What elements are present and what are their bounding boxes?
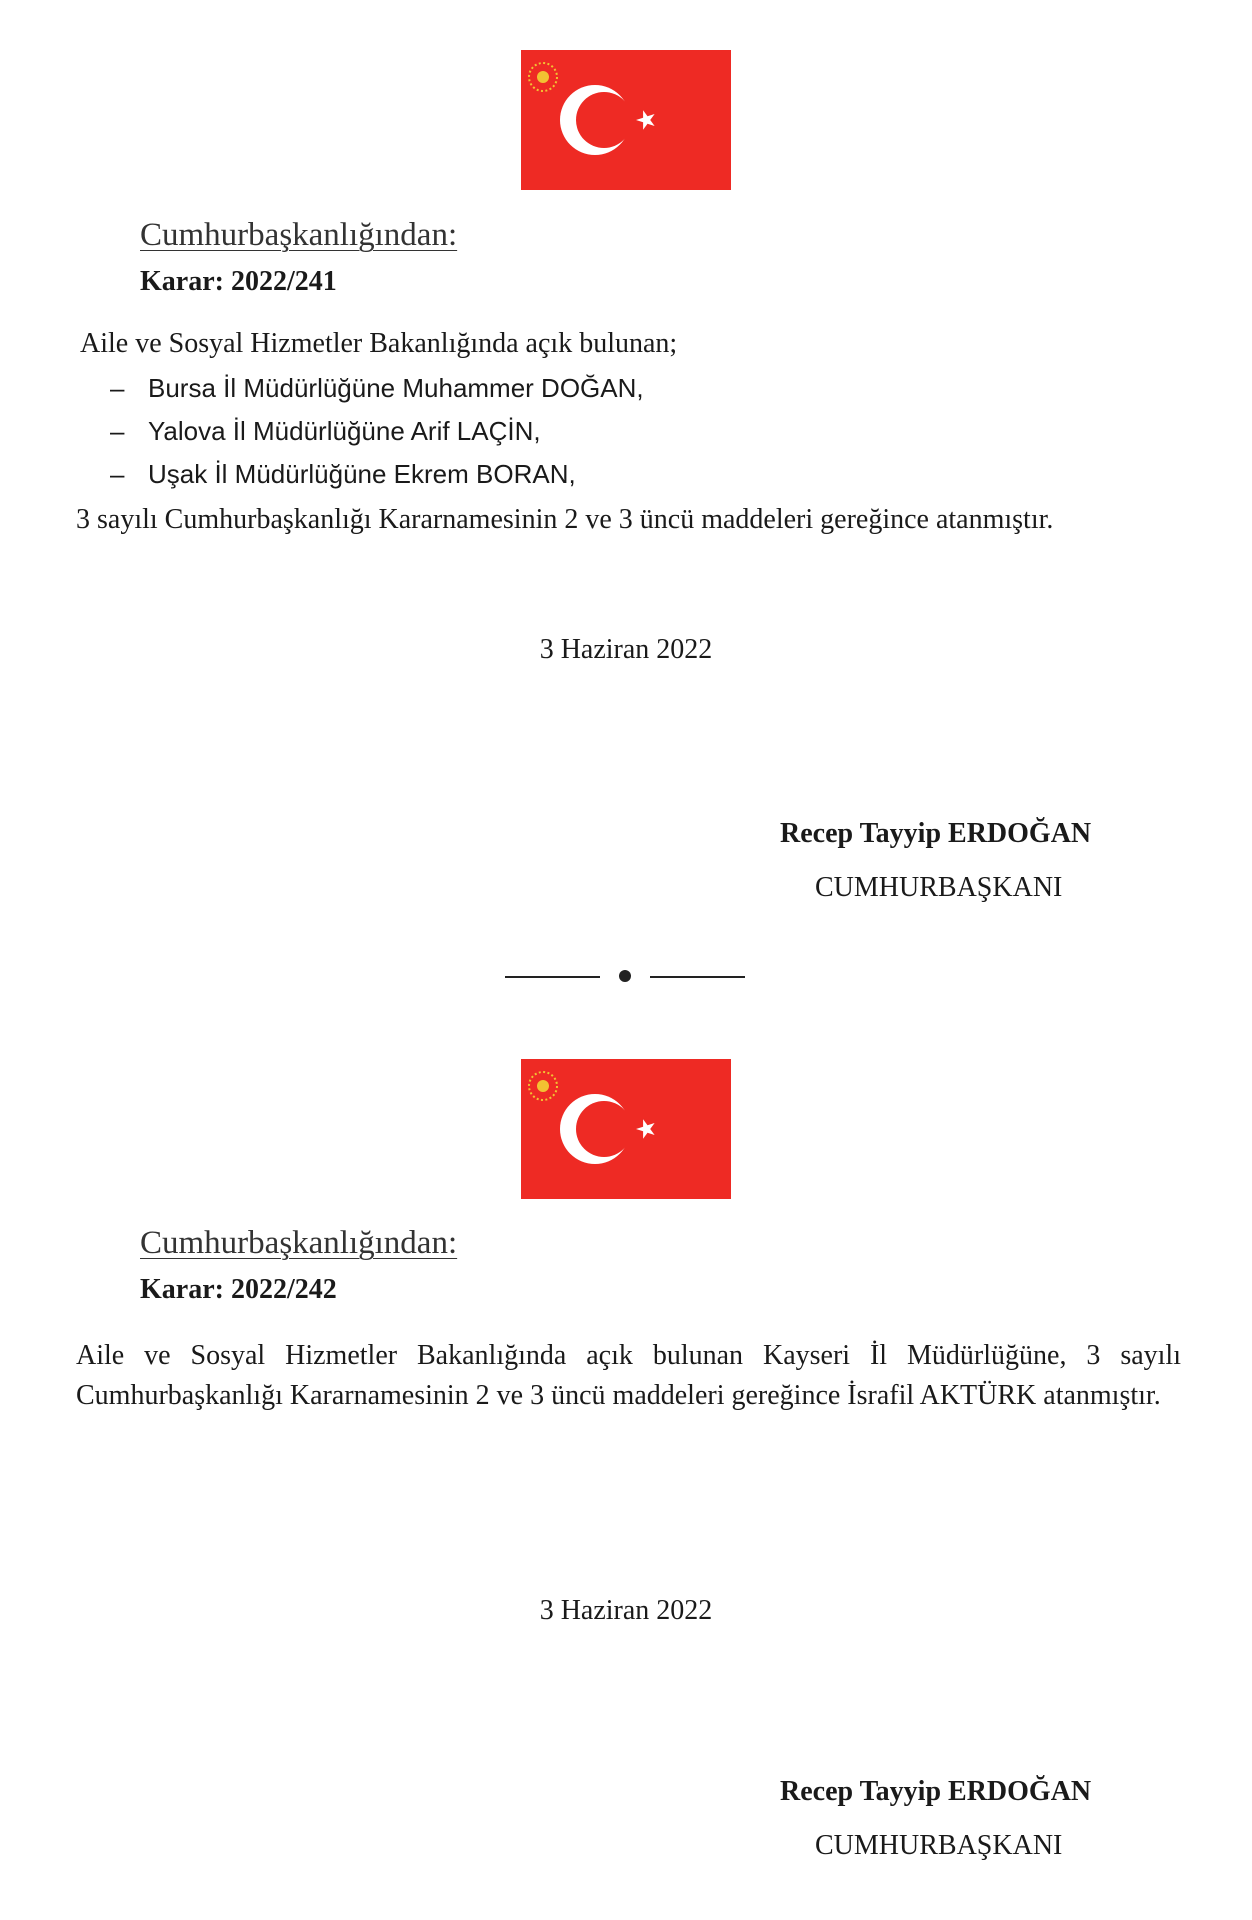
flag-icon (521, 1059, 731, 1199)
decision-body: Aile ve Sosyal Hizmetler Bakanlığında açık bulunan Kayseri İl Müdürlüğüne, 3 sayılı Cumhurbaşkanlığı Kararnamesinin 2 ve 3 üncü maddeleri gereğince İsrafil AKTÜRK atanmıştır. (76, 1340, 1181, 1411)
bullet-dot-icon (619, 970, 631, 982)
turkish-flag (521, 50, 731, 190)
closing-text: 3 sayılı Cumhurbaşkanlığı Kararnamesinin 2 ve 3 üncü maddeleri gereğince atanmıştır. (76, 504, 1054, 535)
dash-bullet: – (110, 416, 125, 446)
list-item (110, 459, 576, 490)
signer-title: CUMHURBAŞKANI (815, 1830, 1063, 1861)
decision-number: Karar: 2022/241 (140, 266, 337, 297)
dash-bullet: – (110, 373, 125, 403)
intro-text: Aile ve Sosyal Hizmetler Bakanlığında açık bulunan; (80, 328, 678, 359)
list-item-text: Bursa İl Müdürlüğüne Muhammer DOĞAN, (148, 373, 644, 403)
issuer-heading: Cumhurbaşkanlığından: (140, 1225, 458, 1261)
signer-name: Recep Tayyip ERDOĞAN (780, 1776, 1092, 1807)
flag-icon (521, 50, 731, 190)
separator-line-right (650, 976, 745, 978)
signer-title: CUMHURBAŞKANI (815, 872, 1063, 903)
decision-date: 3 Haziran 2022 (539, 1595, 713, 1626)
issuer-heading: Cumhurbaşkanlığından: (140, 217, 458, 253)
decision-number: Karar: 2022/242 (140, 1274, 337, 1305)
signer-name: Recep Tayyip ERDOĞAN (780, 818, 1092, 849)
turkish-flag (521, 1059, 731, 1199)
decision-date: 3 Haziran 2022 (539, 634, 713, 665)
list-item-text: Uşak İl Müdürlüğüne Ekrem BORAN, (148, 459, 576, 489)
list-item (110, 416, 541, 447)
dash-bullet: – (110, 459, 125, 489)
section-separator (505, 966, 745, 986)
list-item-text: Yalova İl Müdürlüğüne Arif LAÇİN, (148, 416, 541, 446)
list-item (110, 373, 644, 404)
separator-line-left (505, 976, 600, 978)
